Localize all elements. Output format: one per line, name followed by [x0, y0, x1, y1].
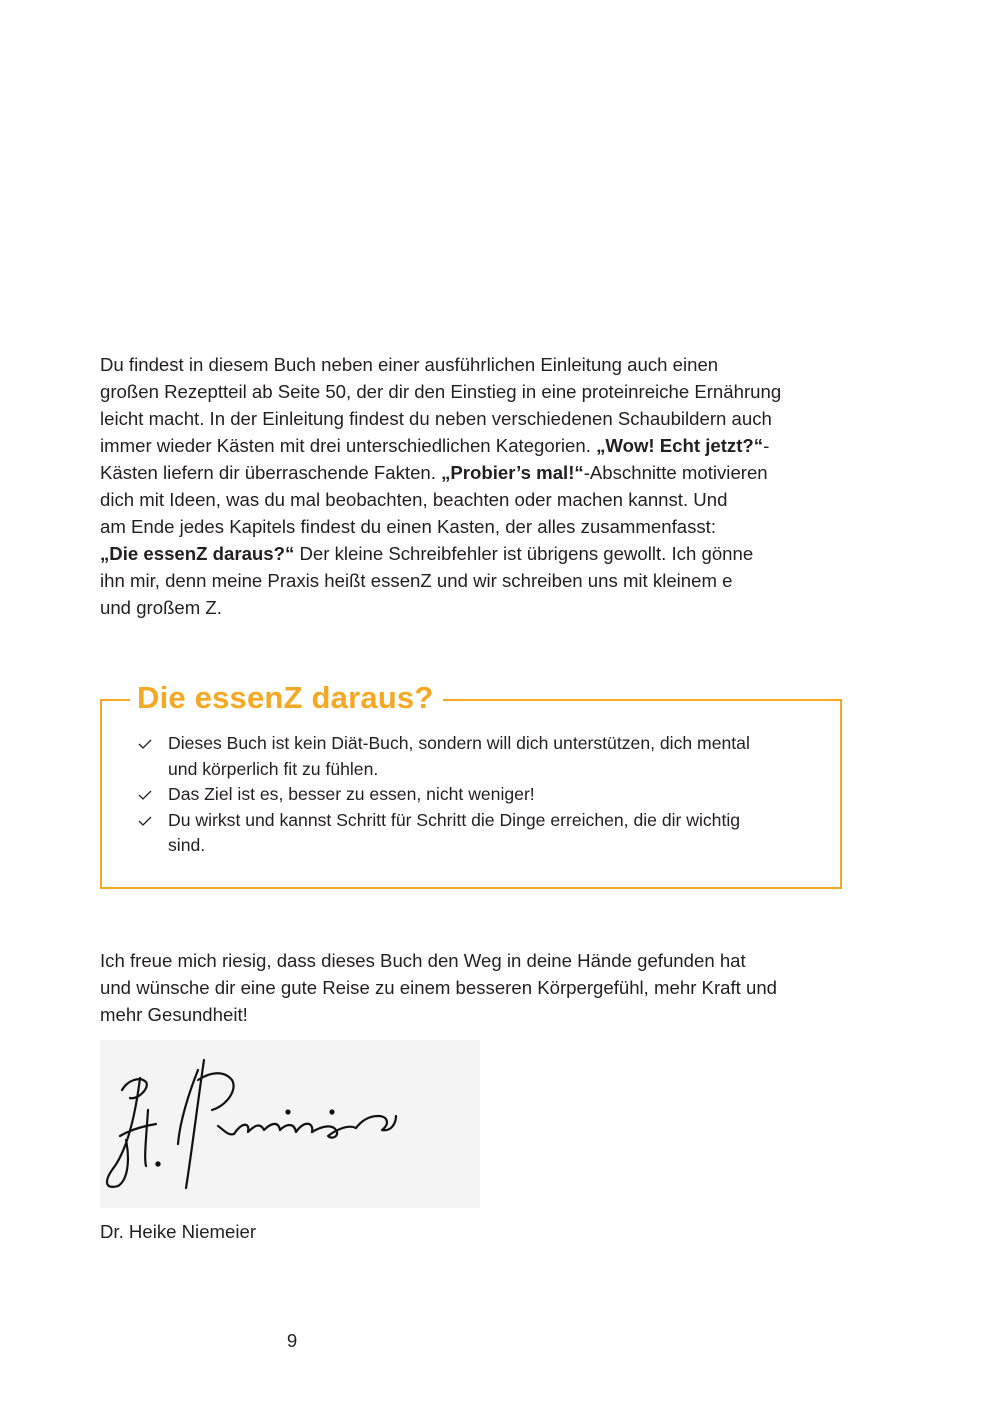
- essenz-checklist: [138, 731, 818, 859]
- essenz-category-label: „Die essenZ daraus?“: [100, 543, 295, 564]
- wow-category-label: „Wow! Echt jetzt?“: [596, 435, 764, 456]
- intro-line: [100, 432, 830, 459]
- intro-line: [100, 459, 830, 486]
- intro-text: Der kleine Schreibfehler ist übrigens gewollt. Ich gönne: [294, 543, 754, 564]
- signature-drawing: [100, 1040, 480, 1208]
- closing-line: und wünsche dir eine gute Reise zu einem besseren Körpergefühl, mehr Kraft und: [100, 977, 778, 998]
- checklist-item: [138, 782, 818, 808]
- checklist-item-text: Dieses Buch ist kein Diät-Buch, sondern will dich unterstützen, dich mental: [168, 733, 750, 753]
- intro-line: am Ende jedes Kapitels findest du einen Kasten, der alles zusammenfasst:: [100, 516, 717, 537]
- intro-line: Du findest in diesem Buch neben einer ausführlichen Einleitung auch einen: [100, 354, 719, 375]
- essenz-box-title: Die essenZ daraus?: [130, 678, 443, 718]
- checklist-item-text: Das Ziel ist es, besser zu essen, nicht weniger!: [168, 784, 535, 804]
- intro-paragraph: [100, 351, 830, 621]
- page-number: 9: [286, 1330, 298, 1351]
- checkmark-icon: [138, 739, 152, 749]
- intro-text: immer wieder Kästen mit drei unterschiedlichen Kategorien.: [100, 435, 597, 456]
- closing-line: Ich freue mich riesig, dass dieses Buch den Weg in deine Hände gefunden hat: [100, 950, 746, 971]
- checklist-item-text: und körperlich fit zu fühlen.: [168, 758, 379, 779]
- checkmark-icon: [138, 790, 152, 800]
- probier-category-label: „Probier’s mal!“: [441, 462, 584, 483]
- author-name: Dr. Heike Niemeier: [100, 1221, 257, 1242]
- intro-text: -Abschnitte motivieren: [583, 462, 768, 483]
- intro-line: leicht macht. In der Einleitung findest du neben verschiedenen Schaubildern auch: [100, 408, 772, 429]
- handwritten-signature: [100, 1040, 480, 1208]
- closing-paragraph: [100, 947, 830, 1028]
- closing-line: mehr Gesundheit!: [100, 1004, 248, 1025]
- intro-line: und großem Z.: [100, 597, 222, 618]
- checklist-item: [138, 731, 818, 782]
- intro-text: -: [763, 435, 770, 456]
- checklist-item-text: Du wirkst und kannst Schritt für Schritt die Dinge erreichen, die dir wichtig: [168, 809, 741, 830]
- intro-text: Kästen liefern dir überraschende Fakten.: [100, 462, 442, 483]
- checklist-item-text: sind.: [168, 835, 206, 855]
- intro-line: großen Rezeptteil ab Seite 50, der dir den Einstieg in eine proteinreiche Ernährung: [100, 381, 782, 402]
- checklist-item: [138, 808, 818, 859]
- intro-line: dich mit Ideen, was du mal beobachten, beachten oder machen kannst. Und: [100, 489, 728, 510]
- checkmark-icon: [138, 816, 152, 826]
- intro-line: [100, 540, 830, 567]
- intro-line: ihn mir, denn meine Praxis heißt essenZ und wir schreiben uns mit kleinem e: [100, 570, 733, 591]
